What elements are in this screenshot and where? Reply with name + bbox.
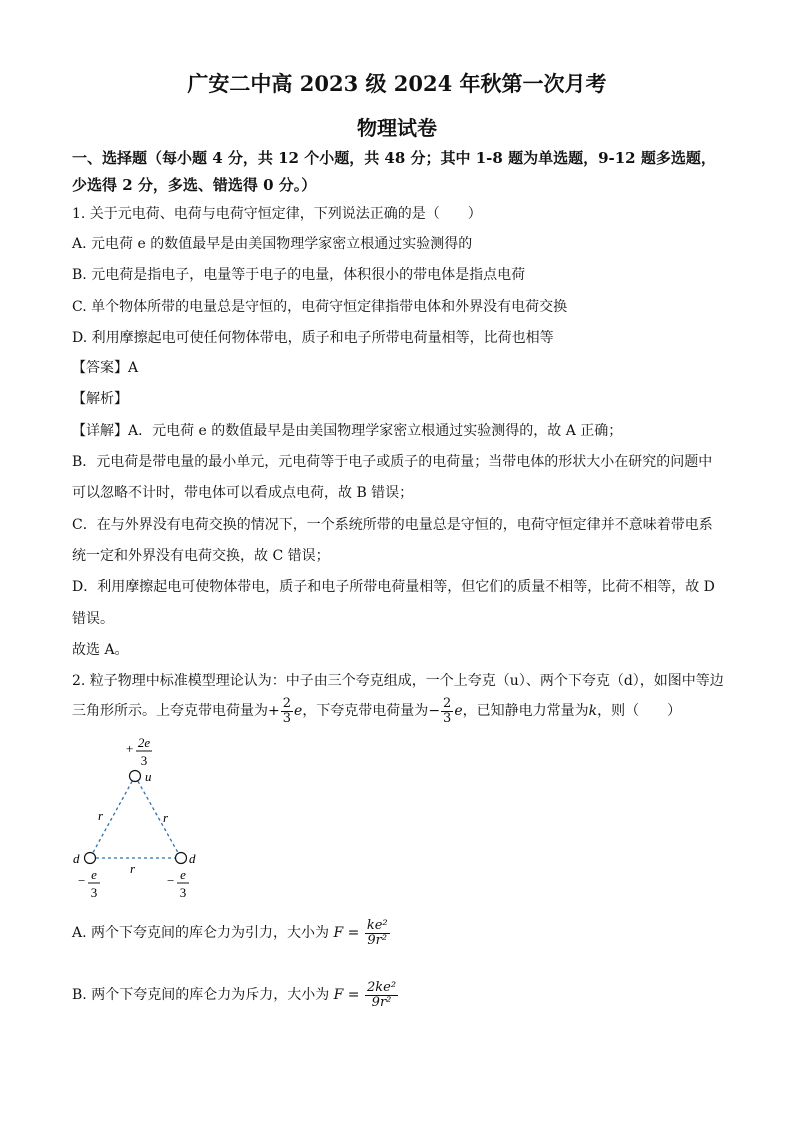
q1-answer: 【答案】A — [72, 360, 139, 376]
option-b-lhs: F = — [333, 987, 360, 1003]
up-quark-label: u — [145, 769, 152, 784]
q1-detail-line: B．元电荷是带电量的最小单元，元电荷等于电子或质子的电荷量；当带电体的形状大小在研究的问题中 — [72, 454, 713, 470]
q1-detail-line: 【详解】A．元电荷 e 的数值最早是由美国物理学家密立根通过实验测得的，故 A 正确； — [72, 423, 623, 439]
section-heading-line1: 一、选择题（每小题 4 分，共 12 个小题，共 48 分；其中 1-8 题为单选题，9-12 题多选题， — [72, 149, 716, 167]
triangle-edge-right — [135, 776, 181, 858]
q2-stem-text-d: ，则（ ） — [597, 703, 682, 719]
top-charge-numerator: 2e — [137, 735, 151, 750]
fraction-denominator: 3 — [282, 710, 292, 726]
side-label-right: r — [163, 810, 169, 825]
k-symbol: k — [588, 703, 598, 719]
fraction-numerator: 2 — [443, 695, 452, 711]
q1-option-b: B. 元电荷是指电子，电量等于电子的电量，体积很小的带电体是指点电荷 — [72, 267, 526, 283]
down-charge-sign: − — [428, 703, 441, 719]
bottom-left-charge-denominator: 3 — [90, 885, 98, 900]
q1-detail-line: 统一定和外界没有电荷交换，故 C 错误； — [72, 548, 330, 564]
q1-option-a: A. 元电荷 e 的数值最早是由美国物理学家密立根通过实验测得的 — [72, 236, 473, 252]
e-symbol: e — [294, 703, 303, 719]
bottom-right-charge-denominator: 3 — [179, 885, 187, 900]
q1-option-d: D. 利用摩擦起电可使任何物体带电，质子和电子所带电荷量相等，比荷也相等 — [72, 330, 554, 346]
bottom-right-charge-numerator: e — [180, 867, 186, 882]
option-b-fraction — [365, 981, 398, 1010]
option-a-lhs: F = — [333, 925, 360, 941]
bottom-left-charge-numerator: e — [91, 867, 97, 882]
option-a-fraction — [365, 919, 390, 948]
bottom-right-charge-sign: − — [167, 873, 175, 888]
down-quark-left-label: d — [73, 851, 80, 866]
q1-option-c: C. 单个物体所带的电量总是守恒的，电荷守恒定律指带电体和外界没有电荷交换 — [72, 299, 568, 315]
quark-triangle-diagram — [70, 733, 220, 903]
q2-stem-line2 — [72, 696, 681, 726]
q1-detail-line: C．在与外界没有电荷交换的情况下，一个系统所带的电量总是守恒的，电荷守恒定律并不意味着带电系 — [72, 517, 713, 533]
down-quark-right-label: d — [189, 851, 196, 866]
section-heading-line2: 少选得 2 分，多选、错选得 0 分。） — [72, 176, 317, 194]
side-label-bottom: r — [130, 861, 136, 876]
top-charge-sign: + — [126, 741, 134, 756]
exam-subtitle: 物理试卷 — [357, 116, 437, 140]
side-label-left: r — [98, 808, 104, 823]
triangle-edge-left — [90, 776, 135, 858]
fraction-denominator: 9r² — [371, 994, 392, 1010]
q2-stem-text-a: 三角形所示。上夸克带电荷量为 — [72, 703, 268, 719]
up-charge-sign: + — [268, 703, 280, 719]
q1-stem: 1. 关于元电荷、电荷与电荷守恒定律，下列说法正确的是（ ） — [72, 206, 482, 222]
up-charge-fraction — [281, 697, 293, 726]
q2-stem-line1: 2. 粒子物理中标准模型理论认为：中子由三个夸克组成，一个上夸克（u）、两个下夸克（d），如图中等边 — [72, 673, 724, 689]
top-charge-denominator: 3 — [140, 753, 148, 768]
down-charge-fraction — [441, 697, 453, 726]
q1-analysis-label: 【解析】 — [72, 391, 128, 407]
q2-option-a — [72, 918, 391, 948]
fraction-numerator: 2ke² — [367, 979, 397, 995]
q1-detail-line: 错误。 — [72, 611, 114, 627]
q2-option-b — [72, 980, 399, 1010]
q1-detail-line: 可以忽略不计时，带电体可以看成点电荷，故 B 错误； — [72, 485, 414, 501]
exam-title: 广安二中高 2023 级 2024 年秋第一次月考 — [187, 71, 607, 96]
option-b-text: B. 两个下夸克间的库仑力为斥力，大小为 — [72, 987, 330, 1003]
q2-stem-text-c: ，已知静电力常量为 — [462, 703, 589, 719]
e-symbol: e — [454, 703, 463, 719]
option-a-text: A. 两个下夸克间的库仑力为引力，大小为 — [72, 925, 330, 941]
fraction-numerator: 2 — [282, 695, 292, 711]
q1-detail-line: 故选 A。 — [72, 642, 129, 658]
fraction-numerator: ke² — [366, 917, 388, 933]
q1-detail-line: D．利用摩擦起电可使物体带电，质子和电子所带电荷量相等，但它们的质量不相等，比荷不相等，故 D — [72, 579, 715, 595]
fraction-denominator: 3 — [443, 710, 452, 726]
up-quark-circle — [130, 771, 141, 782]
bottom-left-charge-sign: − — [78, 873, 86, 888]
down-quark-right-circle — [176, 853, 187, 864]
down-quark-left-circle — [85, 853, 96, 864]
q2-stem-text-b: ，下夸克带电荷量为 — [302, 703, 429, 719]
fraction-denominator: 9r² — [367, 932, 388, 948]
